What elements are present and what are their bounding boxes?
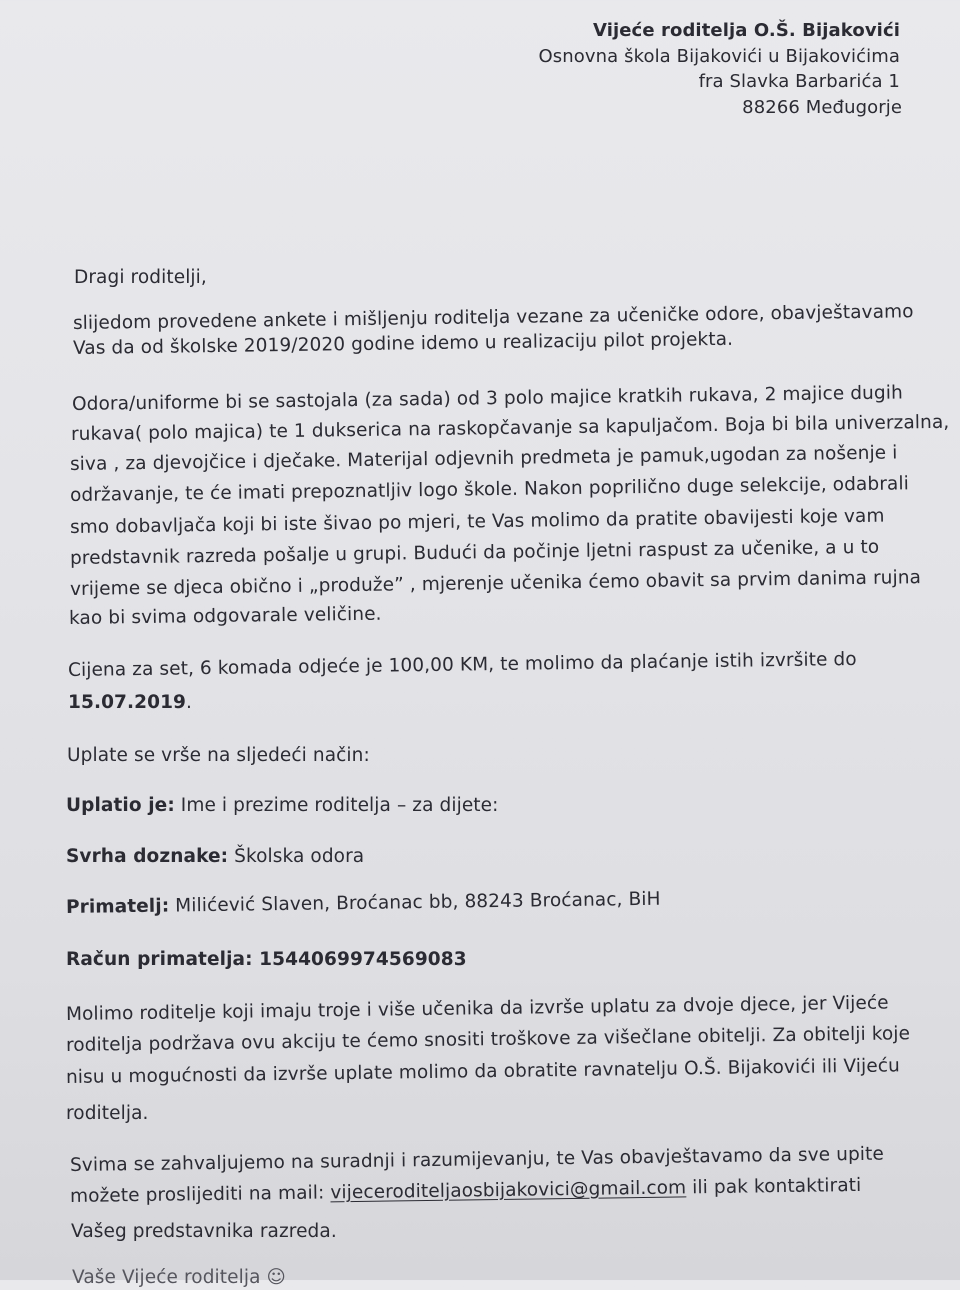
description-line-8: kao bi svima odgovarale veličine. [68, 603, 382, 629]
payment-recipient-label: Primatelj: [65, 895, 170, 918]
greeting: Dragi roditelji, [74, 267, 207, 288]
closing-line-2-suffix: ili pak kontaktirati [686, 1174, 862, 1199]
signature-partial: Vaše Vijeće roditelja ☺ [72, 1267, 286, 1288]
description-line-3: siva , za djevojčice i dječake. Materijal odjevnih predmeta je pamuk,ugodan za nošenje i [69, 442, 898, 475]
payment-intro: Uplate se vrše na sljedeći način: [67, 745, 370, 766]
closing-line-2-prefix: možete proslijediti na mail: [69, 1182, 331, 1207]
header-street: fra Slavka Barbarića 1 [698, 71, 900, 92]
families-line-3: nisu u mogućnosti da izvrše uplate molimo da obratite ravnatelju O.Š. Bijakovići ili Vijeću [65, 1055, 900, 1088]
price-line: Cijena za set, 6 komada odjeće je 100,00 KM, te molimo da plaćanje istih izvršite do [67, 648, 857, 681]
payment-payer [66, 794, 498, 818]
description-line-5: smo dobavljača koji bi iste šivao po mjeri, te Vas molimo da pratite obavijesti koje vam [69, 505, 885, 538]
payment-payer-label: Uplatio je: [66, 795, 175, 816]
description-line-4: održavanje, te će imati prepoznatljiv logo škole. Nakon poprilično duge selekcije, odabrali [69, 473, 910, 506]
contact-email-link[interactable]: vijeceroditeljaosbijakovici@gmail.com [330, 1177, 687, 1204]
description-line-2: rukava( polo majica) te 1 dukserica na raskopčavanje sa kapuljačom. Boja bi bila univerzalna, [70, 411, 950, 445]
description-line-7: vrijeme se djeca obično i „produže” , mjerenje učenika ćemo obavit sa prvim danima rujna [69, 567, 922, 600]
payment-account [66, 948, 467, 972]
closing-line-1: Svima se zahvaljujemo na suradnji i razumijevanju, te Vas obavještavamo da sve upite [69, 1143, 885, 1176]
payment-purpose [66, 845, 364, 869]
header-org: Vijeće roditelja O.Š. Bijakovići [593, 20, 900, 41]
payment-payer-value: Ime i prezime roditelja – za dijete: [174, 795, 499, 816]
description-line-6: predstavnik razreda pošalje u grupi. Budući da počinje ljetni raspust za učenike, a u to [69, 536, 880, 569]
payment-recipient-value: Milićević Slaven, Broćanac bb, 88243 Broćanac, BiH [169, 888, 661, 917]
closing-line-3: Vašeg predstavnika razreda. [71, 1221, 337, 1242]
families-line-2: roditelja podržava ovu akciju te ćemo snositi troškove za višečlane obitelji. Za obitelji koje [65, 1023, 911, 1056]
description-line-1: Odora/uniforme bi se sastojala (za sada) od 3 polo majice kratkih rukava, 2 majice dugih [71, 382, 903, 415]
header-school: Osnovna škola Bijakovići u Bijakovićima [538, 46, 900, 67]
payment-purpose-value: Školska odora [228, 846, 365, 867]
price-deadline: 15.07.2019 [68, 692, 187, 713]
payment-purpose-label: Svrha doznake: [66, 846, 229, 867]
closing-line-2 [70, 1174, 862, 1209]
payment-account-label: Račun primatelja: [66, 949, 253, 970]
families-line-1: Molimo roditelje koji imaju troje i više učenika da izvrše uplatu za dvoje djece, jer Vijeće [65, 992, 889, 1025]
intro-line-1: slijedom provedene ankete i mišljenju roditelja vezane za učeničke odore, obavještavamo [72, 301, 914, 334]
families-line-4: roditelja. [66, 1103, 149, 1124]
intro-line-2: Vas da od školske 2019/2020 godine idemo u realizaciju pilot projekta. [72, 328, 734, 359]
payment-account-value: 1544069974569083 [252, 949, 467, 970]
payment-recipient [66, 888, 661, 920]
header-city: 88266 Međugorje [742, 97, 902, 118]
price-deadline-line [68, 691, 192, 715]
price-deadline-suffix: . [186, 692, 193, 713]
